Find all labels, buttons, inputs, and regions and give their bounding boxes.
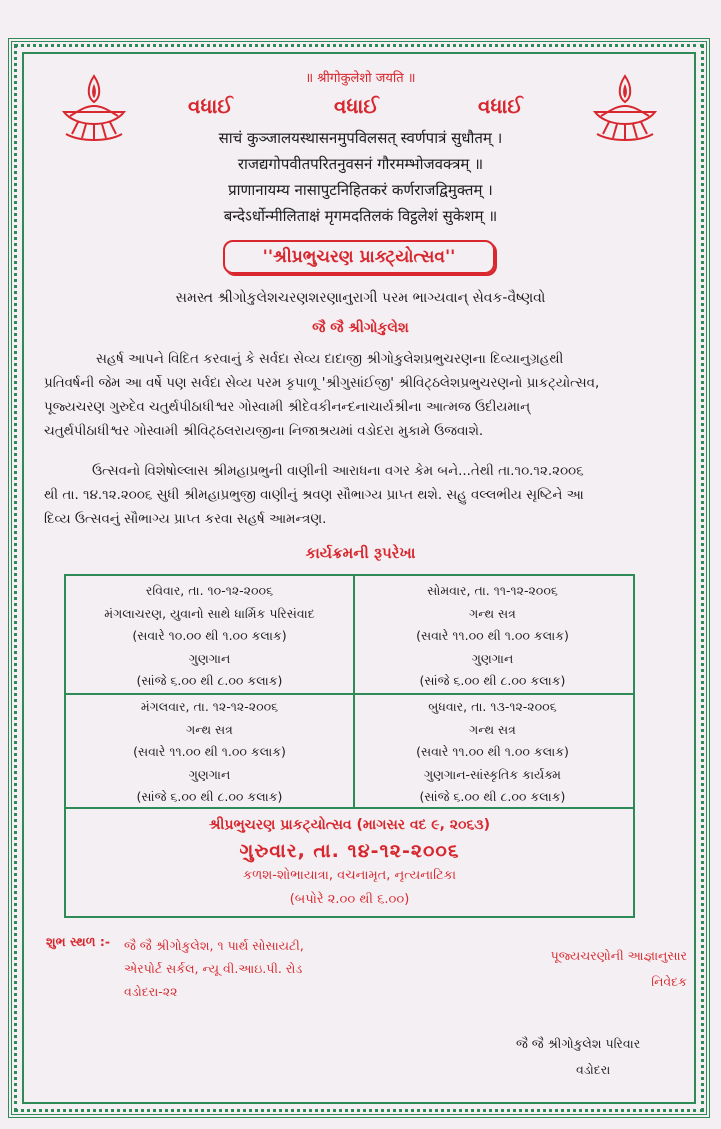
schedule-cell-line: (સવારે ૧૧.૦૦ થી ૧.૦૦ કલાક) [133, 744, 286, 759]
venue-line-2: એરપોર્ટ સર્કલ, ન્યૂ વી.આઇ.પી. રોડ [124, 961, 303, 976]
finale-events: કળશ-શોભાયાત્રા, વચનામૃત, નૃત્યનાટિકા [242, 868, 457, 883]
schedule-row-divider-1 [66, 693, 633, 695]
venue-line-3: વડોદરા-૨૨ [124, 984, 178, 999]
greeting-center: વધાઈ [334, 94, 379, 118]
schedule-cell-line: ગન્થ સત્ર [469, 605, 516, 621]
schedule-cell-line: ગુણગાન-સાંસ્કૃતિક કાર્યક્મ [424, 766, 561, 782]
schedule-cell-wednesday [349, 696, 636, 809]
schedule-cell-line: (સાંજે ૬.૦૦ થી ૮.૦૦ કલાક) [419, 789, 566, 804]
finale-date: ગુરુવાર, તા. ૧૪-૧૨-૨૦૦૬ [239, 840, 460, 862]
greeting-right: વધાઈ [478, 94, 523, 118]
venue-label: શુભ સ્થળ :- [46, 934, 111, 949]
shloka-line-4: बन्देऽर्धोन्मीलिताक्षं मृगमदतिलकं विट्ठलेशं सुकेशम् ॥ [223, 207, 498, 225]
paragraph-1-line-3: પૂજ્યચરણ ગુરુદેવ ચતુર્થપીઠાધીશ્વર ગોસ્વામી શ્રીદેવકીનન્દનાચાર્યશ્રીના આત્મજ ઉદીયમાન્ [44, 400, 531, 415]
finale-title: શ્રીપ્રભુચરણ પ્રાકટ્યોત્સવ (માગસર વદ ૯, ૨૦૬૩) [208, 817, 491, 833]
schedule-cell-line: મંગલાચરણ, યુવાનો સાથે ધાર્મિક પરિસંવાદ [104, 605, 315, 621]
schedule-cell-line: ગન્થ સત્ર [469, 721, 516, 737]
paragraph-1-line-1: સહર્ષ આપને વિદિત કરવાનું કે સર્વદા સેવ્ય દાદાજી શ્રીગોકુલેશપ્રભુચરણના દિવ્યાનુગ્રહથી [96, 352, 564, 367]
paragraph-1-line-4: ચતુર્થપીઠાધીશ્વર ગોસ્વામી શ્રીવિટ્ઠલરાયજીના નિજાશ્રયમાં વડોદરા મુકામે ઉજવાશે. [44, 424, 484, 439]
shloka-line-2: राजद्यगोपवीतपरितनुवसनं गौरमम्भोजवक्त्रम् ॥ [237, 155, 484, 173]
signature-city: વડોદરા [576, 1062, 611, 1077]
finale-time: (બપોરે ૨.૦૦ થી ૬.૦૦) [289, 892, 410, 907]
addressee: સમસ્ત શ્રીગોકુલેશચરણશરણાનુરાગી પરમ ભાગ્યવાન્ સેવક-વૈષ્ણવો [175, 290, 546, 306]
schedule-cell-line: (સાંજે ૬.૦૦ થી ૮.૦૦ કલાક) [136, 673, 283, 688]
schedule-cell-line: (સાંજે ૬.૦૦ થી ૮.૦૦ કલાક) [419, 673, 566, 688]
schedule-cell-line: મંગલવાર, તા. ૧૨-૧૨-૨૦૦૬ [140, 699, 279, 714]
greeting-left: વધાઈ [188, 94, 233, 118]
paragraph-1-line-2: પ્રતિવર્ષની જેમ આ વર્ષે પણ સર્વદા સેવ્ય પરમ કૃપાળૂ 'શ્રીગુસાંઈજી' શ્રીવિટ્ઠલેશપ્રભુચરણનો પ્રાકટ્યોત્સવ, [44, 376, 600, 391]
schedule-cell-line: ગુણગાન [471, 650, 514, 666]
schedule-cell-line: (સવારે ૧૧.૦૦ થી ૧.૦૦ કલાક) [416, 744, 569, 759]
schedule-title: કાર્યક્રમની રૂપરેખા [305, 544, 416, 562]
shloka-line-3: प्राणानायम्य नासापुटनिहितकरं कर्णराजद्विमुक्तम् । [228, 181, 493, 199]
schedule-finale [66, 812, 633, 912]
schedule-cell-monday [349, 580, 636, 693]
paragraph-2-line-3: દિવ્ય ઉત્સવનું સૌભાગ્ય પ્રાપ્ત કરવા સહર્ષ આમન્ત્રણ. [44, 512, 327, 527]
note-line-2: નિવેદક [651, 974, 687, 989]
invitation-paragraph-1 [44, 348, 680, 444]
schedule-cell-line: (સવારે ૧૧.૦૦ થી ૧.૦૦ કલાક) [416, 628, 569, 643]
schedule-cell-line: ગુણગાન [188, 650, 231, 666]
venue-line-1: જૈ જૈ શ્રીગોકુલેશ, ૧ પાર્થ સોસાયટી, [124, 938, 304, 953]
schedule-cell-line: સોમવાર, તા. ૧૧-૧૨-૨૦૦૬ [427, 583, 558, 598]
schedule-cell-sunday [66, 580, 353, 693]
paragraph-2-line-1: ઉત્સવનો વિશેષોલ્લાસ શ્રીમહાપ્રભુની વાણીની આરાધના વગર કેમ બને...તેથી તા.૧૦.૧૨.૨૦૦૬ [92, 464, 584, 479]
festival-title: ''શ્રીપ્રભુચરણ પ્રાક્ટ્યોત્સવ'' [223, 240, 495, 274]
schedule-cell-line: ગન્થ સત્ર [186, 721, 233, 737]
salutation: જૈ જૈ શ્રીગોકુલેશ [312, 320, 409, 336]
schedule-cell-line: ગુણગાન [188, 766, 231, 782]
signature-family: જૈ જૈ શ્રીગોકુલેશ પરિવાર [516, 1036, 641, 1051]
shloka-line-1: साचं कुञ्जालयस्थासनमुपविलसत् स्वर्णपात्रं सुधौतम् । [218, 129, 503, 147]
schedule-cell-line: (સવારે ૧૦.૦૦ થી ૧.૦૦ કલાક) [132, 628, 287, 643]
schedule-cell-line: રવિવાર, તા. ૧૦-૧૨-૨૦૦૬ [145, 583, 274, 598]
note-line-1: પૂજ્યચરણોની આજ્ઞાનુસાર [550, 948, 687, 963]
schedule-table [64, 574, 635, 918]
venue-address [124, 934, 304, 1003]
invocation: ॥ श्रीगोकुलेशो जयति ॥ [305, 71, 416, 86]
invitation-paragraph-2 [44, 460, 680, 532]
schedule-cell-line: (સાંજે ૬.૦૦ થી ૮.૦૦ કલાક) [136, 789, 283, 804]
schedule-cell-tuesday [66, 696, 353, 809]
paragraph-2-line-2: થી તા. ૧૪.૧૨.૨૦૦૬ સુધી શ્રીમહાપ્રભુજી વાણીનું શ્રવણ સૌભાગ્ય પ્રાપ્ત થશે. સહુ વલ્લભીય સૃષ્ટિને આ [44, 488, 584, 503]
schedule-cell-line: બુધવાર, તા. ૧૩-૧૨-૨૦૦૬ [428, 699, 557, 714]
